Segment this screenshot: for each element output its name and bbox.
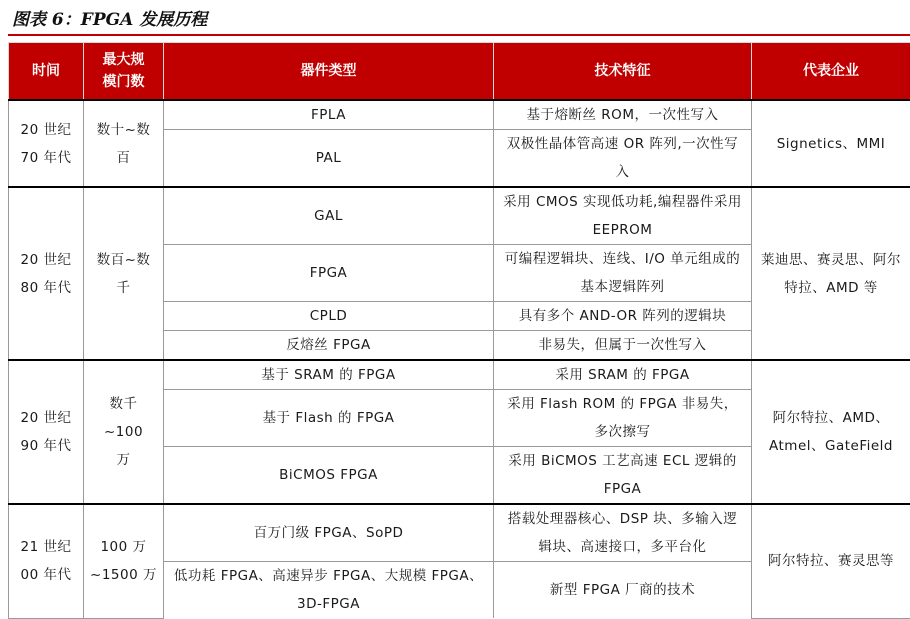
feature-cell: 采用 Flash ROM 的 FPGA 非易失，多次擦写	[494, 390, 752, 447]
device-cell: CPLD	[164, 302, 494, 331]
table-row	[9, 100, 910, 130]
header-device: 器件类型	[164, 43, 494, 101]
era-scale-cell: 数千~100 万	[84, 360, 164, 504]
device-cell: PAL	[164, 130, 494, 188]
era-time-cell: 20 世纪 70 年代	[9, 100, 84, 187]
company-cell: Signetics、MMI	[752, 100, 910, 187]
era-scale-cell: 100 万~1500 万	[84, 504, 164, 618]
table-row	[9, 504, 910, 562]
feature-cell: 新型 FPGA 厂商的技术	[494, 562, 752, 619]
device-cell: BiCMOS FPGA	[164, 447, 494, 505]
table-row	[9, 187, 910, 245]
company-cell: 阿尔特拉、AMD、Atmel、GateField	[752, 360, 910, 504]
company-cell: 阿尔特拉、赛灵思等	[752, 504, 910, 618]
device-cell: 百万门级 FPGA、SoPD	[164, 504, 494, 562]
era-time-cell: 21 世纪 00 年代	[9, 504, 84, 618]
table-header-row	[9, 43, 910, 101]
figure-title: 图表 6：FPGA 发展历程	[8, 6, 910, 36]
feature-cell: 搭载处理器核心、DSP 块、多输入逻辑块、高速接口，多平台化	[494, 504, 752, 562]
device-cell: 反熔丝 FPGA	[164, 331, 494, 361]
table-row	[9, 360, 910, 390]
feature-cell: 采用 CMOS 实现低功耗,编程器件采用 EEPROM	[494, 187, 752, 245]
feature-cell: 双极性晶体管高速 OR 阵列,一次性写入	[494, 130, 752, 188]
fpga-history-table	[8, 42, 910, 619]
feature-cell: 非易失，但属于一次性写入	[494, 331, 752, 361]
feature-cell: 可编程逻辑块、连线、I/O 单元组成的基本逻辑阵列	[494, 245, 752, 302]
feature-cell: 采用 BiCMOS 工艺高速 ECL 逻辑的 FPGA	[494, 447, 752, 505]
header-company: 代表企业	[752, 43, 910, 101]
device-cell: FPGA	[164, 245, 494, 302]
era-scale-cell: 数十~数百	[84, 100, 164, 187]
device-cell: 基于 SRAM 的 FPGA	[164, 360, 494, 390]
feature-cell: 具有多个 AND-OR 阵列的逻辑块	[494, 302, 752, 331]
era-time-cell: 20 世纪 90 年代	[9, 360, 84, 504]
header-time: 时间	[9, 43, 84, 101]
feature-cell: 基于熔断丝 ROM，一次性写入	[494, 100, 752, 130]
device-cell: FPLA	[164, 100, 494, 130]
header-scale: 最大规模门数	[84, 43, 164, 101]
header-feature: 技术特征	[494, 43, 752, 101]
device-cell: 低功耗 FPGA、高速异步 FPGA、大规模 FPGA、3D-FPGA	[164, 562, 494, 619]
device-cell: GAL	[164, 187, 494, 245]
feature-cell: 采用 SRAM 的 FPGA	[494, 360, 752, 390]
device-cell: 基于 Flash 的 FPGA	[164, 390, 494, 447]
company-cell: 莱迪思、赛灵思、阿尔特拉、AMD 等	[752, 187, 910, 360]
era-time-cell: 20 世纪 80 年代	[9, 187, 84, 360]
era-scale-cell: 数百~数千	[84, 187, 164, 360]
